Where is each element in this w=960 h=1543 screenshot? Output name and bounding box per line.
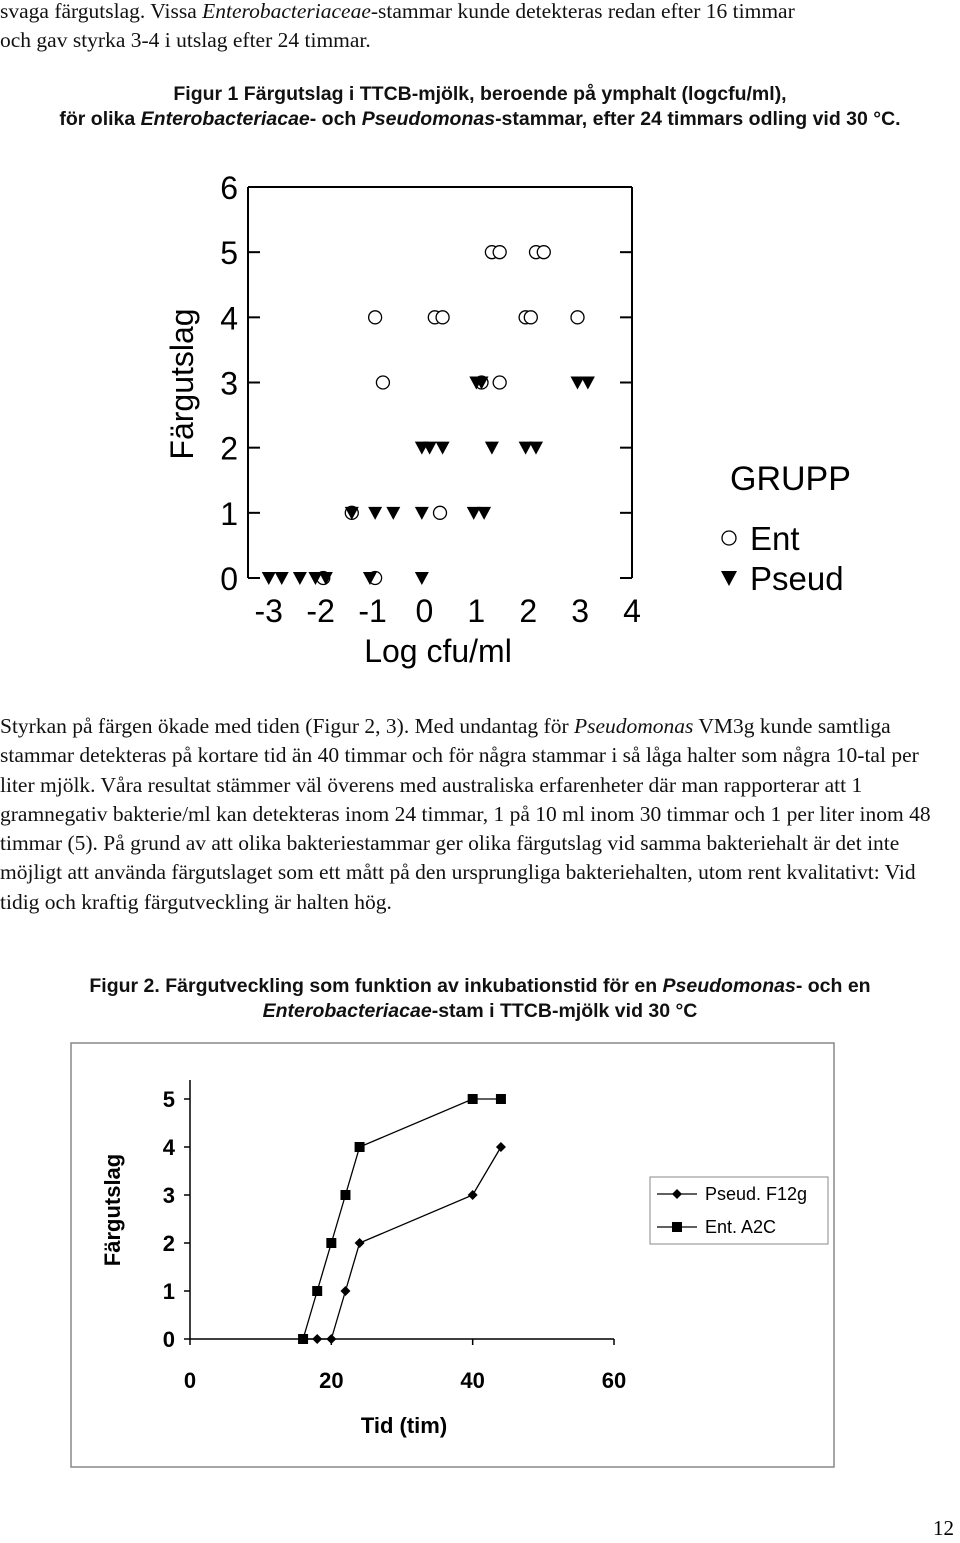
x-tick-label: 4 bbox=[623, 593, 641, 629]
x-tick-label: 40 bbox=[460, 1368, 485, 1393]
body-text-b: VM3g kunde samtliga stammar detekteras på kortare tid än 40 timmar och för några stammar i så låga halter som några 10-tal per liter mjölk. Våra resultat stämmer väl överens med australiska erfarenheter där man rapporterar att 1 gramnegativ bakterie/ml kan detekteras inom 24 timmar, 1 på 10 ml inom 30 timmar och 1 per liter inom 48 timmar (5). På grund av att olika bakteriestammar ger olika färgutslag vid samma bakteriehalt är det inte möjligt att använda färgutslaget som ett mått på den ursprungliga bakteriehalten, utom rent kvalitativt: Vid tidig och kraftig färgutveckling är halten hög. bbox=[0, 714, 931, 914]
x-tick-label: 20 bbox=[319, 1368, 344, 1393]
ent-square-point bbox=[312, 1286, 322, 1296]
ent-square-point bbox=[326, 1238, 336, 1248]
y-tick-label: 5 bbox=[162, 1087, 175, 1112]
figure1-legend-title: GRUPP bbox=[730, 460, 851, 498]
ent-square-point bbox=[340, 1190, 350, 1200]
pseud-diamond-point bbox=[355, 1238, 365, 1248]
y-tick-label: 5 bbox=[220, 235, 238, 272]
y-tick-label: 2 bbox=[162, 1231, 175, 1256]
ent-square-point bbox=[468, 1094, 478, 1104]
y-tick-label: 0 bbox=[162, 1327, 175, 1352]
y-tick-label: 2 bbox=[220, 430, 238, 467]
figure1-caption-seg-b: - och bbox=[309, 108, 362, 130]
figure2-caption-seg-c: -stam i TTCB-mjölk vid 30 °C bbox=[431, 1000, 698, 1022]
y-tick-label: 4 bbox=[162, 1135, 175, 1160]
y-tick-label: 0 bbox=[220, 561, 238, 597]
y-tick-label: 4 bbox=[220, 300, 238, 337]
figure1-caption-em1: Enterobacteriacae bbox=[140, 108, 310, 130]
x-tick-label: -2 bbox=[306, 593, 335, 629]
figure2-caption-seg-b: - och en bbox=[795, 975, 871, 997]
x-tick-label: 3 bbox=[571, 593, 590, 629]
figure2-legend-pseud-label: Pseud. F12g bbox=[705, 1184, 808, 1204]
x-tick-label: 60 bbox=[601, 1368, 627, 1393]
figure1-caption-line1: Figur 1 Färgutslag i TTCB-mjölk, beroende på ymphalt (logcfu/ml), bbox=[173, 83, 787, 105]
pseud-diamond-point bbox=[326, 1334, 336, 1344]
figure2-caption-seg-a: Figur 2. Färgutveckling som funktion av inkubationstid för en bbox=[89, 975, 663, 997]
x-tick-label: 0 bbox=[415, 593, 434, 629]
figure1-y-axis-label: Färgutslag bbox=[164, 308, 200, 460]
series-line-ent bbox=[303, 1099, 501, 1339]
figure2-x-axis-label: Tid (tim) bbox=[360, 1413, 448, 1438]
intro-line2: och gav styrka 3-4 i utslag efter 24 timmar. bbox=[0, 28, 371, 53]
x-tick-label: -3 bbox=[254, 593, 283, 629]
intro-line1-b: -stammar kunde detekteras redan efter 16 timmar bbox=[370, 0, 795, 23]
legend-ent-square bbox=[672, 1222, 682, 1232]
y-tick-label: 3 bbox=[220, 365, 238, 402]
body-text-em: Pseudomonas bbox=[573, 714, 694, 738]
ent-square-point bbox=[355, 1142, 365, 1152]
pseud-diamond-point bbox=[496, 1142, 506, 1152]
figure1-caption-seg-c: -stammar, efter 24 timmars odling vid 30 °C. bbox=[495, 108, 901, 130]
ent-square-point bbox=[298, 1334, 308, 1344]
figure2-outer-frame bbox=[71, 1043, 834, 1467]
figure1-caption-seg-a: för olika bbox=[59, 108, 141, 130]
figure1-legend-pseud-label: Pseud bbox=[750, 560, 844, 597]
x-tick-label: -1 bbox=[358, 593, 387, 629]
y-tick-label: 1 bbox=[220, 495, 238, 532]
figure1-caption-em2: Pseudomonas bbox=[361, 108, 496, 130]
pseud-diamond-point bbox=[468, 1190, 478, 1200]
y-tick-label: 3 bbox=[162, 1183, 175, 1208]
figure1-legend-ent-label: Ent bbox=[750, 520, 800, 557]
x-tick-label: 0 bbox=[183, 1368, 197, 1393]
figure2-caption-em: Pseudomonas bbox=[662, 975, 796, 997]
x-tick-label: 1 bbox=[467, 593, 486, 629]
y-tick-label: 1 bbox=[162, 1279, 175, 1304]
ent-square-point bbox=[496, 1094, 506, 1104]
y-tick-label: 6 bbox=[220, 170, 238, 206]
figure2-caption-em2: Enterobacteriacae bbox=[262, 1000, 432, 1022]
intro-line1-em: Enterobacteriaceae bbox=[202, 0, 371, 23]
figure2-legend-ent-label: Ent. A2C bbox=[705, 1217, 777, 1237]
figure2-y-axis-label: Färgutslag bbox=[100, 1153, 125, 1267]
body-text-a: Styrkan på färgen ökade med tiden (Figur 2, 3). Med undantag för bbox=[0, 714, 574, 738]
x-tick-label: 2 bbox=[519, 593, 538, 629]
page-number: 12 bbox=[933, 1516, 954, 1540]
figure1-x-axis-label: Log cfu/ml bbox=[364, 633, 512, 669]
pseud-diamond-point bbox=[340, 1286, 350, 1296]
pseud-diamond-point bbox=[312, 1334, 322, 1344]
intro-line1-a: svaga färgutslag. Vissa bbox=[0, 0, 203, 23]
